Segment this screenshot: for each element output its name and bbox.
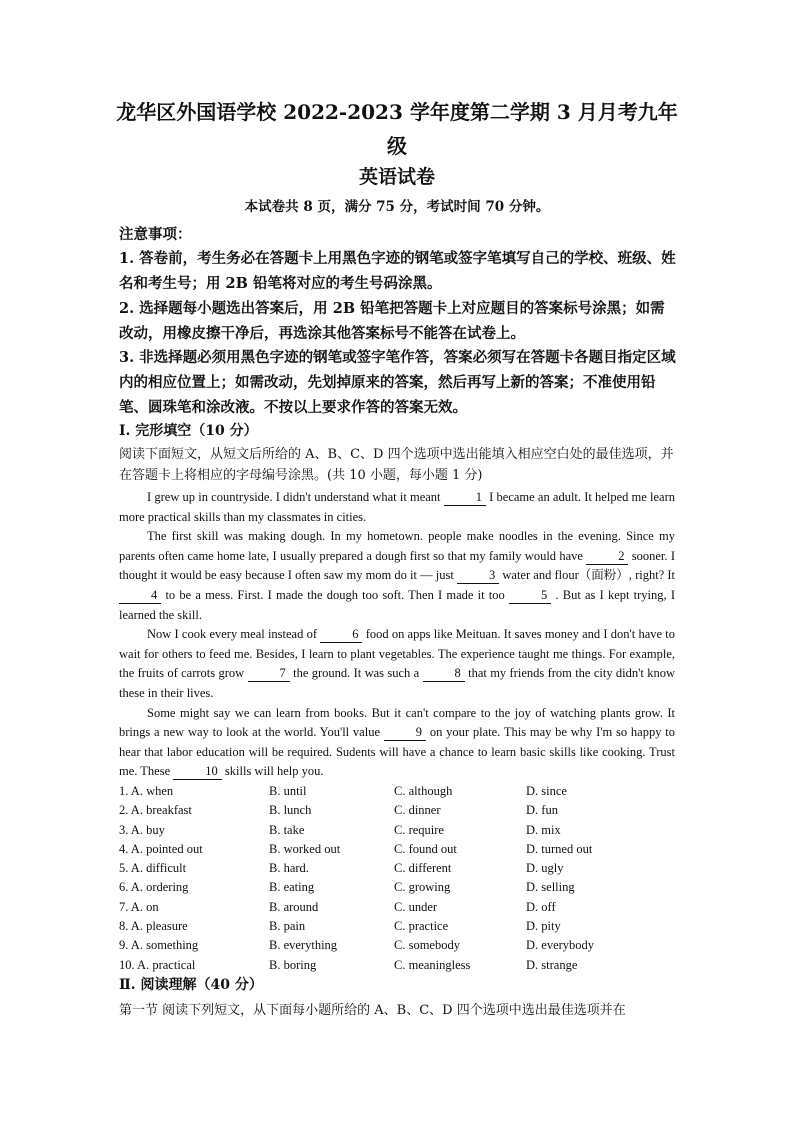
exam-title-line1: 龙华区外国语学校 2022-2023 学年度第二学期 3 月月考九年 — [116, 100, 678, 124]
option-3-d: D. mix — [526, 822, 561, 837]
option-4-d: D. turned out — [526, 841, 593, 856]
option-3-c: C. require — [394, 822, 444, 837]
option-7-b: B. around — [269, 899, 319, 914]
option-5-a: 5. A. difficult — [119, 861, 187, 876]
notice-item-3: 3. 非选择题必须用黑色字迹的钢笔或签字笔作答，答案必须写在答题卡各题目指定区域内的相应位置上；如需改动，先划掉原来的答案，然后再写上新的答案；不准使用铅笔、圆珠笔和涂改液。不按以上要求作答的答案无效。 — [119, 349, 676, 416]
blank-2: 2 — [586, 549, 628, 565]
notice-heading: 注意事项： — [119, 226, 192, 243]
option-9-a: 9. A. something — [119, 938, 199, 953]
option-5-b: B. hard. — [269, 861, 309, 876]
option-7-d: D. off — [526, 899, 556, 914]
option-9-c: C. somebody — [394, 938, 460, 953]
option-6-d: D. selling — [526, 880, 575, 895]
option-row-5 — [119, 859, 679, 878]
option-row-9 — [119, 936, 679, 955]
option-2-d: D. fun — [526, 803, 558, 818]
option-1-c: C. although — [394, 784, 453, 798]
passage-paragraph-3: Now I cook every meal instead of 6 food on apps like Meituan. It saves money and I don't have to wait for others to feed me. Besides, I learn to plant vegetables. The experience taught me things. For example, the fruits of carrots grow 7 the ground. It was such a 8 that my friends from the city didn't know these in their lives. — [119, 627, 675, 700]
option-4-b: B. worked out — [269, 841, 341, 856]
blank-10: 10 — [173, 764, 222, 780]
option-3-a: 3. A. buy — [119, 822, 165, 837]
passage-paragraph-1: I grew up in countryside. I didn't understand what it meant 1 I became an adult. It helped me learn more practical skills than my classmates in cities. — [119, 490, 676, 524]
option-4-c: C. found out — [394, 841, 457, 856]
exam-info: 本试卷共 8 页，满分 75 分，考试时间 70 分钟。 — [244, 199, 550, 215]
option-4-a: 4. A. pointed out — [119, 841, 203, 856]
exam-title-line2: 级 — [387, 134, 407, 158]
option-8-d: D. pity — [526, 919, 561, 934]
section1-heading: I. 完形填空（10 分） — [119, 423, 258, 439]
option-6-c: C. growing — [394, 880, 451, 895]
blank-7: 7 — [248, 666, 290, 682]
section2-heading: Ⅱ. 阅读理解（40 分） — [119, 977, 263, 993]
option-row-1 — [119, 782, 679, 801]
option-1-a: 1. A. when — [119, 784, 174, 798]
notice-item-2: 2. 选择题每小题选出答案后，用 2B 铅笔把答题卡上对应题目的答案标号涂黑；如需改动，用橡皮擦干净后，再选涂其他答案标号不能答在试卷上。 — [119, 300, 665, 342]
blank-4: 4 — [119, 588, 161, 604]
option-10-c: C. meaningless — [394, 957, 471, 972]
option-7-a: 7. A. on — [119, 899, 159, 914]
blank-9: 9 — [384, 725, 426, 741]
blank-6: 6 — [320, 627, 362, 643]
option-10-d: D. strange — [526, 957, 578, 972]
notice-item-1: 1. 答卷前，考生务必在答题卡上用黑色字迹的钢笔或签字笔填写自己的学校、班级、姓名和考生号；用 2B 铅笔将对应的考生号码涂黑。 — [119, 250, 676, 292]
option-row-4 — [119, 840, 679, 859]
option-6-b: B. eating — [269, 880, 315, 895]
option-2-c: C. dinner — [394, 803, 441, 818]
option-5-c: C. different — [394, 861, 452, 876]
option-7-c: C. under — [394, 899, 438, 914]
exam-subtitle: 英语试卷 — [358, 166, 435, 188]
option-2-a: 2. A. breakfast — [119, 803, 192, 818]
passage-paragraph-4: Some might say we can learn from books. But it can't compare to the joy of watching plants grow. It brings a new way to look at the world. You'll value 9 on your plate. This may be why I'm so happy to hear that labor education will be required. Sudents will have a chance to learn basic skills like cooking. Trust me. These 10 skills will help you. — [119, 705, 675, 779]
option-8-a: 8. A. pleasure — [119, 919, 188, 934]
option-10-a: 10. A. practical — [119, 957, 196, 972]
section2-description: 第一节 阅读下列短文，从下面每小题所给的 A、B、C、D 四个选项中选出最佳选项并在 — [119, 1003, 626, 1018]
option-row-6 — [119, 878, 679, 897]
option-1-b: B. until — [269, 784, 307, 798]
passage-paragraph-2: The first skill was making dough. In my hometown. people make noodles in the evening. Since my parents often came home late, I usually prepared a dough first so that my family would have 2 sooner. I thought it would be easy because I often saw my mom do it — just 3 water and flour（面粉）, right? It 4 to be a mess. First. I made the dough too soft. Then I made it too 5 . But as I kept trying, I learned the skill. — [119, 529, 676, 622]
options-list — [119, 782, 679, 975]
blank-1: 1 — [444, 490, 486, 506]
blank-3: 3 — [457, 568, 499, 584]
option-8-c: C. practice — [394, 919, 449, 934]
option-3-b: B. take — [269, 822, 305, 837]
option-row-7 — [119, 898, 679, 917]
option-2-b: B. lunch — [269, 803, 312, 818]
option-10-b: B. boring — [269, 957, 317, 972]
cloze-passage — [119, 488, 675, 782]
option-row-10 — [119, 956, 679, 975]
option-9-b: B. everything — [269, 938, 338, 953]
option-1-d: D. since — [526, 784, 567, 798]
blank-8: 8 — [423, 666, 465, 682]
option-row-3 — [119, 821, 679, 840]
option-9-d: D. everybody — [526, 938, 595, 953]
blank-5: 5 — [509, 588, 551, 604]
option-6-a: 6. A. ordering — [119, 880, 189, 895]
option-row-2 — [119, 801, 679, 820]
option-5-d: D. ugly — [526, 861, 564, 876]
option-8-b: B. pain — [269, 919, 306, 934]
section1-instructions: 阅读下面短文，从短文后所给的 A、B、C、D 四个选项中选出能填入相应空白处的最佳选项，并在答题卡上将相应的字母编号涂黑。(共 10 小题，每小题 1 分) — [119, 447, 674, 483]
option-row-8 — [119, 917, 679, 936]
